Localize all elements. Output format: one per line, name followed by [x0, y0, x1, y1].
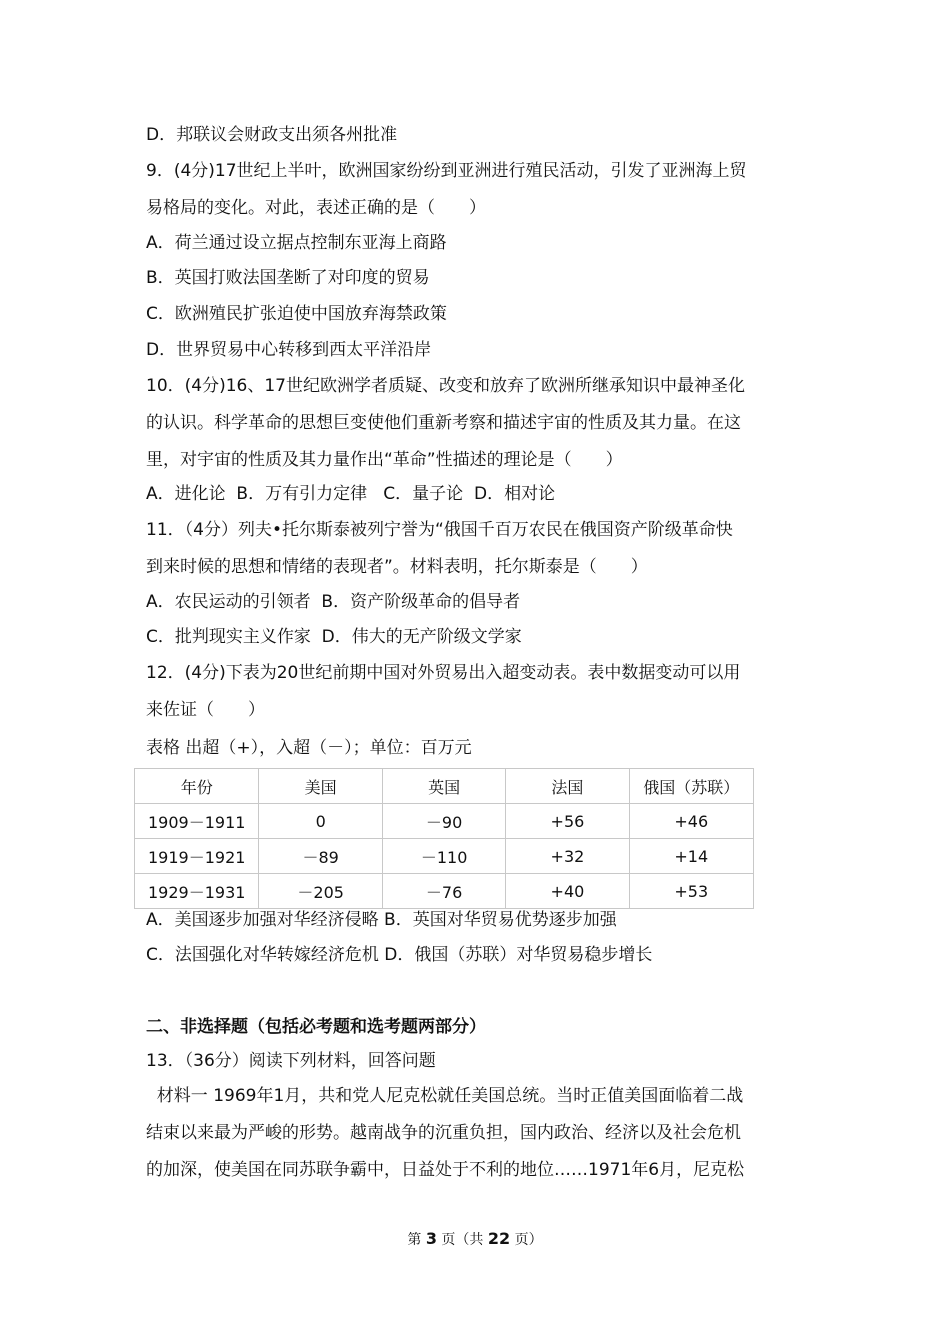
header-year: 年份: [135, 769, 259, 804]
table-cell: +56: [506, 804, 629, 839]
q9-option-a: A．荷兰通过设立据点控制东亚海上商路: [146, 233, 447, 253]
table-cell: +14: [629, 839, 753, 874]
q13-material-line-3: 的加深，使美国在同苏联争霸中，日益处于不利的地位……1971年6月，尼克松: [146, 1160, 745, 1180]
q12-table-caption: 表格 出超（+），入超（－）；单位：百万元: [146, 738, 472, 758]
table-header-row: [135, 769, 754, 804]
footer-total-pages: 22: [487, 1229, 511, 1248]
q12-options-cd: C．法国强化对华转嫁经济危机 D．俄国（苏联）对华贸易稳步增长: [146, 945, 653, 965]
footer-prefix: 第: [407, 1232, 426, 1248]
q12-stem-line-2: 来佐证（ ）: [146, 700, 265, 720]
table-row: [135, 839, 754, 874]
header-russia: 俄国（苏联）: [629, 769, 753, 804]
header-usa: 美国: [259, 769, 382, 804]
footer-suffix: 页）: [510, 1232, 543, 1248]
q10-stem-line-3: 里，对宇宙的性质及其力量作出“革命”性描述的理论是（ ）: [146, 450, 623, 470]
table-cell: 1919－1921: [135, 839, 259, 874]
q9-option-c: C．欧洲殖民扩张迫使中国放弃海禁政策: [146, 304, 447, 324]
footer-page-number: 3: [425, 1229, 437, 1248]
header-uk: 英国: [382, 769, 505, 804]
table-row: [135, 874, 754, 909]
q13-stem: 13．（36分）阅读下列材料，回答问题: [146, 1051, 436, 1071]
q10-stem-line-2: 的认识。科学革命的思想巨变使他们重新考察和描述宇宙的性质及其力量。在这: [146, 413, 741, 433]
q8-option-d: D．邦联议会财政支出须各州批准: [146, 125, 398, 145]
table-cell: －205: [259, 874, 382, 909]
q9-option-b: B．英国打败法国垄断了对印度的贸易: [146, 268, 430, 288]
footer-middle: 页（共: [436, 1232, 488, 1248]
q11-options-cd: C．批判现实主义作家 D．伟大的无产阶级文学家: [146, 627, 522, 647]
table-cell: +40: [506, 874, 629, 909]
q11-stem-line-1: 11．（4分）列夫•托尔斯泰被列宁誉为“俄国千百万农民在俄国资产阶级革命快: [146, 520, 733, 540]
q11-options-ab: A．农民运动的引领者 B．资产阶级革命的倡导者: [146, 592, 521, 612]
table-cell: +32: [506, 839, 629, 874]
table-cell: －110: [382, 839, 505, 874]
table-row: [135, 804, 754, 839]
table-cell: 1909－1911: [135, 804, 259, 839]
q12-options-ab: A．美国逐步加强对华经济侵略 B．英国对华贸易优势逐步加强: [146, 910, 617, 930]
header-france: 法国: [506, 769, 629, 804]
q10-options: A．进化论 B．万有引力定律 C．量子论 D．相对论: [146, 484, 556, 504]
q12-stem-line-1: 12．(4分)下表为20世纪前期中国对外贸易出入超变动表。表中数据变动可以用: [146, 663, 741, 683]
table-cell: －90: [382, 804, 505, 839]
q13-material-line-1: 材料一 1969年1月，共和党人尼克松就任美国总统。当时正值美国面临着二战: [146, 1086, 744, 1106]
table-cell: －89: [259, 839, 382, 874]
q9-stem-line-2: 易格局的变化。对此，表述正确的是（ ）: [146, 198, 486, 218]
table-cell: 0: [259, 804, 382, 839]
table-cell: +53: [629, 874, 753, 909]
table-cell: －76: [382, 874, 505, 909]
page-footer: [0, 1229, 950, 1250]
q9-stem-line-1: 9．(4分)17世纪上半叶，欧洲国家纷纷到亚洲进行殖民活动，引发了亚洲海上贸: [146, 161, 747, 181]
table-cell: +46: [629, 804, 753, 839]
q13-material-line-2: 结束以来最为严峻的形势。越南战争的沉重负担，国内政治、经济以及社会危机: [146, 1123, 741, 1143]
section-2-title: 二、非选择题（包括必考题和选考题两部分）: [146, 1017, 486, 1037]
table-cell: 1929－1931: [135, 874, 259, 909]
q11-stem-line-2: 到来时候的思想和情绪的表现者”。材料表明，托尔斯泰是（ ）: [146, 557, 648, 577]
trade-balance-table: [134, 768, 754, 909]
q9-option-d: D．世界贸易中心转移到西太平洋沿岸: [146, 340, 432, 360]
q10-stem-line-1: 10．(4分)16、17世纪欧洲学者质疑、改变和放弃了欧洲所继承知识中最神圣化: [146, 376, 745, 396]
